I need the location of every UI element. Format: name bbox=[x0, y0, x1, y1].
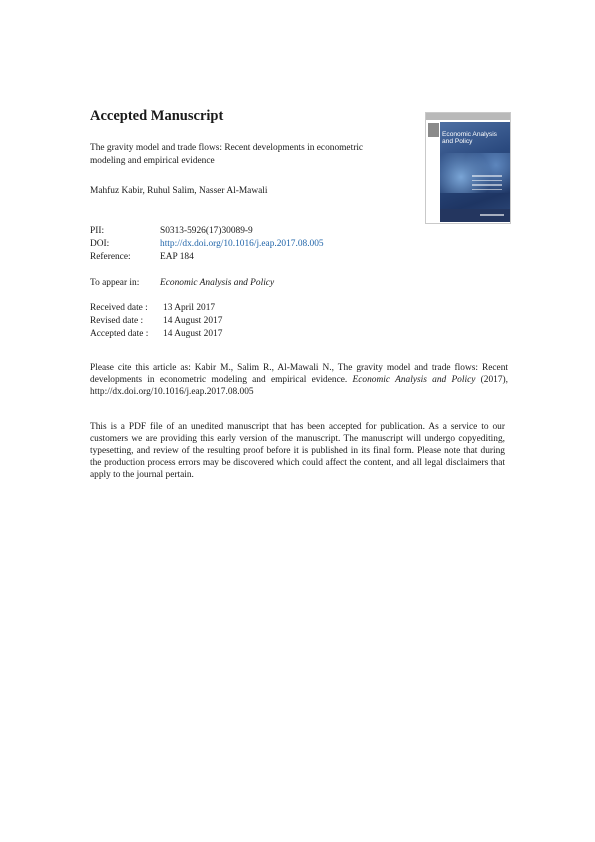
citation-paragraph bbox=[90, 362, 508, 398]
doi-link[interactable]: http://dx.doi.org/10.1016/j.eap.2017.08.005 bbox=[160, 239, 324, 249]
article-title: The gravity model and trade flows: Recent developments in econometric modeling and empirical evidence bbox=[90, 143, 364, 166]
citation-suffix: (2017), http://dx.doi.org/10.1016/j.eap.2017.08.005 bbox=[90, 375, 509, 397]
appear-in-journal: Economic Analysis and Policy bbox=[160, 278, 275, 288]
cover-journal-title: Economic Analysis and Policy bbox=[442, 131, 497, 146]
pii-value: S0313-5926(17)30089-9 bbox=[160, 226, 253, 236]
revised-date-value: 14 August 2017 bbox=[163, 316, 223, 326]
cover-text-lines bbox=[472, 175, 502, 193]
manuscript-notice: This is a PDF file of an unedited manuscript that has been accepted for publication. As a service to our customers we are providing this early version of the manuscript. The manuscript will undergo copyediting, typesetting, and review of the resulting proof before it is published in its final form. Please note that during the production process errors may be discovered which could affect the content, and all legal disclaimers that apply to the journal pertain. bbox=[90, 422, 505, 481]
cover-bottom-band bbox=[440, 209, 510, 222]
citation-journal: Economic Analysis and Policy bbox=[352, 375, 476, 385]
pii-label: PII: bbox=[90, 226, 105, 236]
journal-cover-image bbox=[425, 112, 511, 224]
received-date-value: 13 April 2017 bbox=[163, 303, 216, 313]
citation-prefix: Please cite this article as: Kabir M., Salim R., Al-Mawali N., The gravity model and trade flows: Recent developments in econometric modeling and empirical evidence. bbox=[90, 363, 508, 385]
author-list: Mahfuz Kabir, Ruhul Salim, Nasser Al-Mawali bbox=[90, 186, 268, 196]
elsevier-logo-icon bbox=[428, 123, 439, 137]
reference-label: Reference: bbox=[90, 252, 131, 262]
page-heading: Accepted Manuscript bbox=[90, 108, 224, 124]
revised-date-label: Revised date : bbox=[90, 316, 144, 326]
accepted-date-label: Accepted date : bbox=[90, 329, 149, 339]
doi-label: DOI: bbox=[90, 239, 110, 249]
accepted-date-value: 14 August 2017 bbox=[163, 329, 223, 339]
reference-value: EAP 184 bbox=[160, 252, 194, 262]
appear-in-label: To appear in: bbox=[90, 278, 140, 288]
cover-top-band bbox=[426, 113, 510, 120]
received-date-label: Received date : bbox=[90, 303, 148, 313]
